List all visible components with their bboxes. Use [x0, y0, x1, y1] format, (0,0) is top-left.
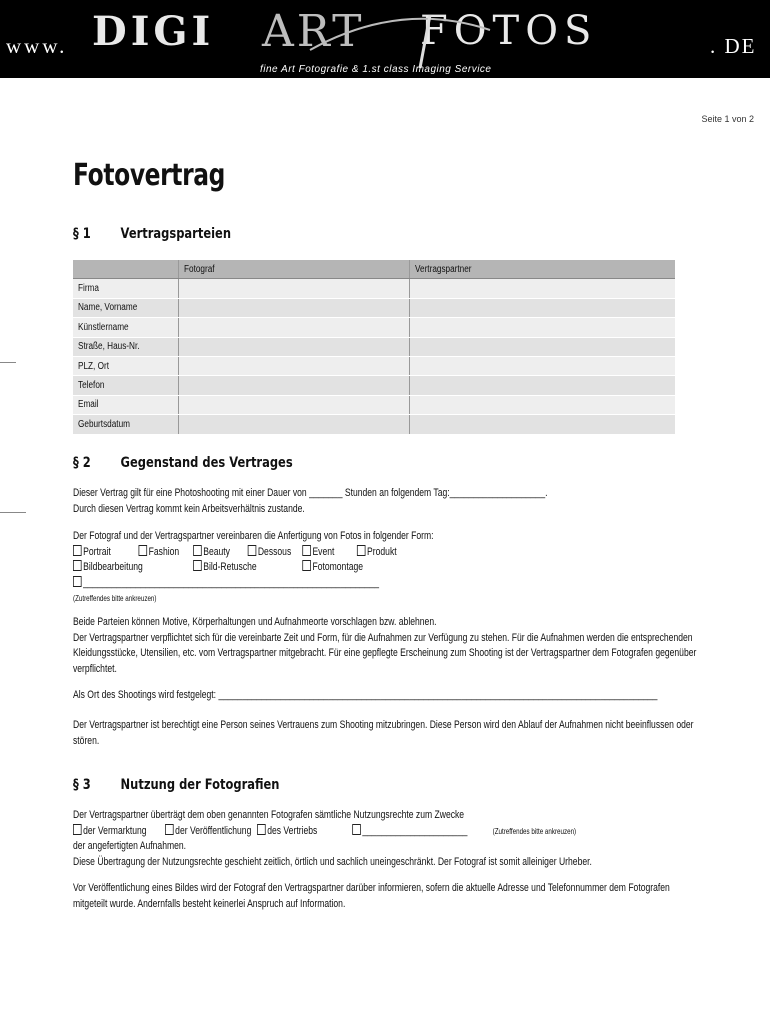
option-label: Dessous: [257, 545, 292, 558]
checkbox[interactable]: [73, 545, 82, 556]
checkbox[interactable]: [257, 824, 266, 835]
fotograf-field[interactable]: [179, 337, 410, 356]
option-label: Beauty: [203, 545, 230, 558]
options-row: [73, 560, 434, 576]
table-row: [73, 318, 675, 337]
vertragspartner-field[interactable]: [410, 356, 676, 375]
vertragspartner-field[interactable]: [410, 395, 676, 414]
section1-heading: [73, 226, 231, 242]
vertragspartner-field[interactable]: [410, 376, 676, 395]
other-input-line[interactable]: ______________________________________________________________: [83, 576, 379, 589]
section1-number: § 1: [73, 226, 91, 242]
margin-mark: [0, 512, 26, 513]
fotograf-field[interactable]: [179, 356, 410, 375]
vertragspartner-field[interactable]: [410, 298, 676, 317]
parties-table: [73, 260, 675, 435]
section2-paragraph-companion: [73, 718, 694, 749]
checkbox[interactable]: [193, 545, 202, 556]
text-line: Der Vertragspartner verpflichtet sich für die vereinbarte Zeit und Form, für die Aufnahmen zur Verfügung zu stehen. Für die Aufnahmen werden die entsprechenden: [73, 631, 693, 644]
checkbox[interactable]: [73, 576, 82, 587]
table-header-blank: [73, 260, 179, 279]
section2-paragraph-cooperation: [73, 615, 696, 677]
section2-paragraph-duration: [73, 486, 547, 517]
table-row: [73, 356, 675, 375]
options-row: [73, 824, 592, 840]
section2-options-block: [73, 529, 434, 607]
text-line: der angefertigten Aufnahmen.: [73, 840, 187, 852]
table-row: [73, 279, 675, 298]
logo-swoosh-icon: [300, 10, 500, 70]
text-line: verpflichtet.: [73, 662, 117, 675]
text-line: Der Fotograf und der Vertragspartner vereinbaren die Anfertigung von Fotos in folgender Form:: [73, 530, 434, 542]
logo-domain: . DE: [710, 34, 757, 58]
text-line: Dieser Vertrag gilt für eine Photoshooting mit einer Dauer von _______ Stunden an folgendem Tag:____________________.: [73, 487, 548, 499]
option-label: der Veröffentlichung: [175, 824, 252, 837]
section3-heading: [73, 777, 279, 793]
row-label: PLZ, Ort: [78, 360, 109, 372]
section2-number: § 2: [73, 455, 91, 471]
hint-text: (Zutreffendes bitte ankreuzen): [73, 594, 157, 603]
checkbox[interactable]: [248, 545, 257, 556]
options-row: [73, 545, 434, 561]
checkbox[interactable]: [302, 560, 311, 571]
logo-fotos: FOTOS: [420, 8, 598, 54]
header-banner: [0, 0, 770, 78]
page-number: Seite 1 von 2: [701, 114, 754, 124]
fotograf-field[interactable]: [179, 298, 410, 317]
checkbox[interactable]: [302, 545, 311, 556]
table-row: [73, 395, 675, 414]
margin-mark: [0, 362, 16, 363]
location-field[interactable]: Als Ort des Shootings wird festgelegt: ____________________________________________________________________________________________: [73, 689, 658, 701]
text-line: Der Vertragspartner ist berechtigt eine Person seines Vertrauens zum Shooting mitzubringen. Diese Person wird den Ablauf der Aufnahmen nicht beeinflussen oder: [73, 719, 694, 731]
other-input-line[interactable]: ______________________: [362, 824, 468, 837]
vertragspartner-field[interactable]: [410, 279, 676, 298]
text-line: Kleidungsstücke, Utensilien, etc. vom Vertragspartner mitgebracht. Für eine gepflegte Erscheinung zum Shooting ist der Vertragspartner dem Fotografen gegenüber: [73, 647, 697, 659]
section1-title: Vertragsparteien: [120, 226, 232, 242]
option-label: Bild-Retusche: [203, 561, 257, 573]
section3-paragraph-rights: [73, 808, 592, 870]
text-line: Vor Veröffentlichung eines Bildes wird der Fotograf den Vertragspartner darüber informieren, sofern die aktuelle Adresse und Telefonnummer dem Fotografen: [73, 882, 670, 894]
text-line: Durch diesen Vertrag kommt kein Arbeitsverhältnis zustande.: [73, 502, 305, 515]
table-row: [73, 298, 675, 317]
section3-title: Nutzung der Fotografien: [120, 777, 280, 793]
table-row: [73, 337, 675, 356]
row-label: Straße, Haus-Nr.: [78, 341, 140, 353]
fotograf-field[interactable]: [179, 376, 410, 395]
text-line: Der Vertragspartner überträgt dem oben genannten Fotografen sämtliche Nutzungsrechte zum Zwecke: [73, 809, 465, 821]
fotograf-field[interactable]: [179, 279, 410, 298]
fotograf-field[interactable]: [179, 395, 410, 414]
row-label: Firma: [78, 283, 99, 295]
checkbox[interactable]: [357, 545, 366, 556]
row-label: Telefon: [78, 380, 105, 392]
table-header-row: [73, 260, 675, 279]
fotograf-field[interactable]: [179, 318, 410, 337]
logo-www: www.: [6, 34, 68, 58]
options-row-other: [73, 576, 434, 592]
option-label: Fotomontage: [312, 561, 364, 573]
vertragspartner-field[interactable]: [410, 318, 676, 337]
logo-digi: DIGI: [92, 8, 215, 55]
checkbox[interactable]: [73, 824, 82, 835]
logo-art: ART: [262, 6, 365, 57]
vertragspartner-field[interactable]: [410, 415, 676, 434]
checkbox[interactable]: [73, 560, 82, 571]
row-label: Name, Vorname: [78, 302, 138, 314]
row-label: Künstlername: [78, 321, 129, 333]
row-label: Email: [78, 399, 99, 411]
section3-number: § 3: [73, 777, 91, 793]
section2-heading: [73, 455, 293, 471]
option-label: Event: [312, 545, 335, 558]
option-label: Bildbearbeitung: [83, 561, 143, 573]
table-row: [73, 415, 675, 434]
page-title: Fotovertrag: [73, 158, 226, 193]
checkbox[interactable]: [352, 824, 361, 835]
option-label: Produkt: [367, 545, 397, 558]
table-header-fotograf: Fotograf: [179, 260, 410, 279]
checkbox[interactable]: [193, 560, 202, 571]
checkbox[interactable]: [165, 824, 174, 835]
hint-text: (Zutreffendes bitte ankreuzen): [492, 826, 577, 836]
table-row: [73, 376, 675, 395]
checkbox[interactable]: [139, 545, 148, 556]
option-label: des Vertriebs: [267, 824, 318, 837]
option-label: Fashion: [148, 545, 180, 558]
text-line: Beide Parteien können Motive, Körperhaltungen und Aufnahmeorte vorschlagen bzw. ablehnen.: [73, 616, 437, 628]
fotograf-field[interactable]: [179, 415, 410, 434]
logo-tagline: fine Art Fotografie & 1.st class Imaging Service: [260, 64, 492, 75]
section2-title: Gegenstand des Vertrages: [120, 455, 293, 471]
text-line: stören.: [73, 734, 100, 747]
option-label: der Vermarktung: [83, 824, 147, 837]
row-label: Geburtsdatum: [78, 418, 130, 430]
table-header-vertragspartner: Vertragspartner: [410, 260, 676, 279]
text-line: Diese Übertragung der Nutzungsrechte geschieht zeitlich, örtlich und sachlich uneingeschränkt. Der Fotograf ist somit alleiniger Urheber.: [73, 855, 592, 868]
option-label: Portrait: [83, 545, 111, 558]
section3-paragraph-publication: [73, 881, 670, 912]
vertragspartner-field[interactable]: [410, 337, 676, 356]
text-line: mitgeteilt wurde. Andernfalls besteht keinerlei Anspruch auf Information.: [73, 897, 346, 910]
